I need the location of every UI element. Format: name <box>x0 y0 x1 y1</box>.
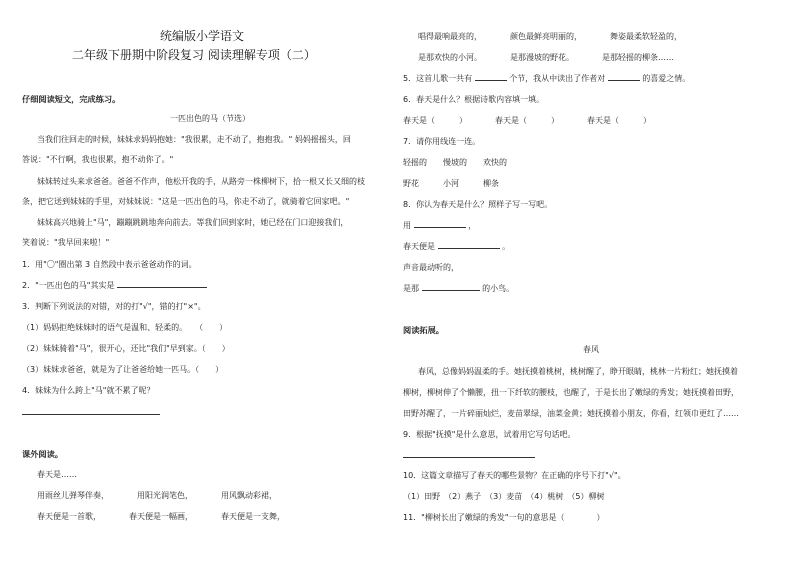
question-10-options[interactable]: （1）田野 （2）燕子 （3）麦苗 （4）桃树 （5）柳树 <box>403 492 605 501</box>
question-7: 7．请你用线连一连。 <box>403 137 481 146</box>
answer-blank[interactable] <box>422 290 480 291</box>
match-row-adjectives[interactable]: 轻摇的 慢坡的 欢快的 <box>403 158 507 167</box>
section-heading-extra-reading: 课外阅读。 <box>22 449 63 459</box>
question-5 <box>403 75 690 83</box>
poem-line: 是那欢快的小河。 是那漫坡的野花。 是那轻摇的柳条…… <box>418 53 674 62</box>
question-5-text-a: 5．这首儿歌一共有 <box>403 74 473 83</box>
passage-title: 一匹出色的马（节选） <box>170 114 250 123</box>
question-6: 6．春天是什么？根据诗歌内容填一填。 <box>403 95 545 104</box>
text: 春天便是 <box>403 242 435 251</box>
question-5-text-b: 个节，我从中读出了作者对 <box>509 74 606 83</box>
text: 用 <box>403 221 411 230</box>
passage-line: 柳树，柳树伸了个懒腰，扭一下纤软的腰枝，也醒了，于是长出了嫩绿的秀发；她抚摸着田野， <box>403 388 739 397</box>
page-subtitle: 二年级下册期中阶段复习 阅读理解专项（二） <box>72 48 316 62</box>
section-heading-close-reading: 仔细阅读短文，完成练习。 <box>22 94 121 104</box>
text: 。 <box>502 242 511 251</box>
question-6-blanks[interactable]: 春天是（ ） 春天是（ ） 春天是（ ） <box>403 116 651 125</box>
passage-title: 春风 <box>583 345 599 354</box>
answer-blank[interactable] <box>475 80 507 81</box>
question-11: 11．"柳树长出了嫩绿的秀发"一句的意思是（ ） <box>403 513 605 522</box>
question-8-line-4 <box>403 285 514 293</box>
passage-line: 当我们往回走的时候，妹妹求妈妈抱她："我很累，走不动了，抱抱我。" 妈妈摇摇头，回 <box>37 135 351 144</box>
question-2-text: 2．"一匹出色的马"其实是 <box>22 281 115 290</box>
answer-blank[interactable] <box>608 80 640 81</box>
question-4: 4．妹妹为什么跨上"马"就不累了呢？ <box>22 386 155 395</box>
question-3-item: （3）妹妹求爸爸，就是为了让爸爸给她一匹马。（ ） <box>22 365 224 374</box>
match-row-nouns[interactable]: 野花 小河 柳条 <box>403 179 499 188</box>
answer-blank[interactable] <box>117 287 207 288</box>
answer-blank[interactable] <box>414 227 466 228</box>
passage-line: 答说："不行啊，我也很累，抱不动你了。" <box>22 155 174 164</box>
passage-line: 条，把它送到妹妹的手里，对妹妹说："这是一匹出色的马，你走不动了，就骑着它回家吧。" <box>22 197 350 206</box>
question-10: 10．这篇文章描写了春天的哪些景物？在正确的序号下打"√"。 <box>403 471 626 480</box>
question-3-item: （1）妈妈拒绝妹妹时的语气是温和、轻柔的。 （ ） <box>22 323 228 332</box>
question-3-item: （2）妹妹骑着"马"，很开心，还比"我们"早到家。（ ） <box>22 344 230 353</box>
question-8: 8．你认为春天是什么？照样子写一写吧。 <box>403 200 553 209</box>
passage-line: 妹妹转过头来求爸爸。爸爸不作声，他松开我的手，从路旁一株柳树下，拾一根又长又细的枝 <box>37 177 365 186</box>
passage-line: 妹妹高兴地骑上"马"，蹦蹦跳跳地奔向前去。等我们回到家时，她已经在门口迎接我们， <box>37 218 349 227</box>
passage-line: 笑着说："我早回来啦！" <box>22 238 110 247</box>
page-title: 统编版小学语文 <box>160 29 245 43</box>
question-8-line-1 <box>403 222 476 230</box>
poem-line: 春天便是一首歌， 春天便是一幅画， 春天便是一支舞， <box>37 512 285 521</box>
question-8-line-3: 声音最动听的， <box>403 263 459 272</box>
question-1: 1．用"〇"圈出第 3 自然段中表示爸爸动作的词。 <box>22 260 197 269</box>
question-3: 3．判断下列说法的对错，对的打"√"，错的打"×"。 <box>22 302 206 311</box>
question-8-line-2 <box>403 243 510 251</box>
poem-line: 唱得最响最亮的， 颜色最鲜亮明丽的， 舞姿最柔软轻盈的， <box>418 32 682 41</box>
answer-line[interactable] <box>403 448 535 458</box>
section-heading-reading-extension: 阅读拓展。 <box>403 325 444 335</box>
poem-line: 用雨丝儿弹琴伴奏， 用阳光润笔色， 用风飘动彩裙， <box>37 491 277 500</box>
text: 的小鸟。 <box>482 284 515 293</box>
answer-blank[interactable] <box>438 248 500 249</box>
answer-line[interactable] <box>22 405 160 415</box>
poem-line: 春天是…… <box>37 470 77 479</box>
passage-line: 春风，总像妈妈温柔的手。她抚摸着桃树，桃树醒了，睁开眼睛，桃林一片粉红；她抚摸着 <box>418 367 738 376</box>
text: ， <box>468 221 477 230</box>
question-5-text-c: 的喜爱之情。 <box>642 74 691 83</box>
passage-line: 田野苏醒了，一片碎丽灿烂，麦苗翠绿，油菜金黄；她抚摸着小朋友，你看，红领巾更红了…… <box>403 409 739 418</box>
question-9: 9．根据"抚摸"是什么意思，试着用它写句话吧。 <box>403 430 576 439</box>
question-2 <box>22 282 207 290</box>
text: 是那 <box>403 284 419 293</box>
